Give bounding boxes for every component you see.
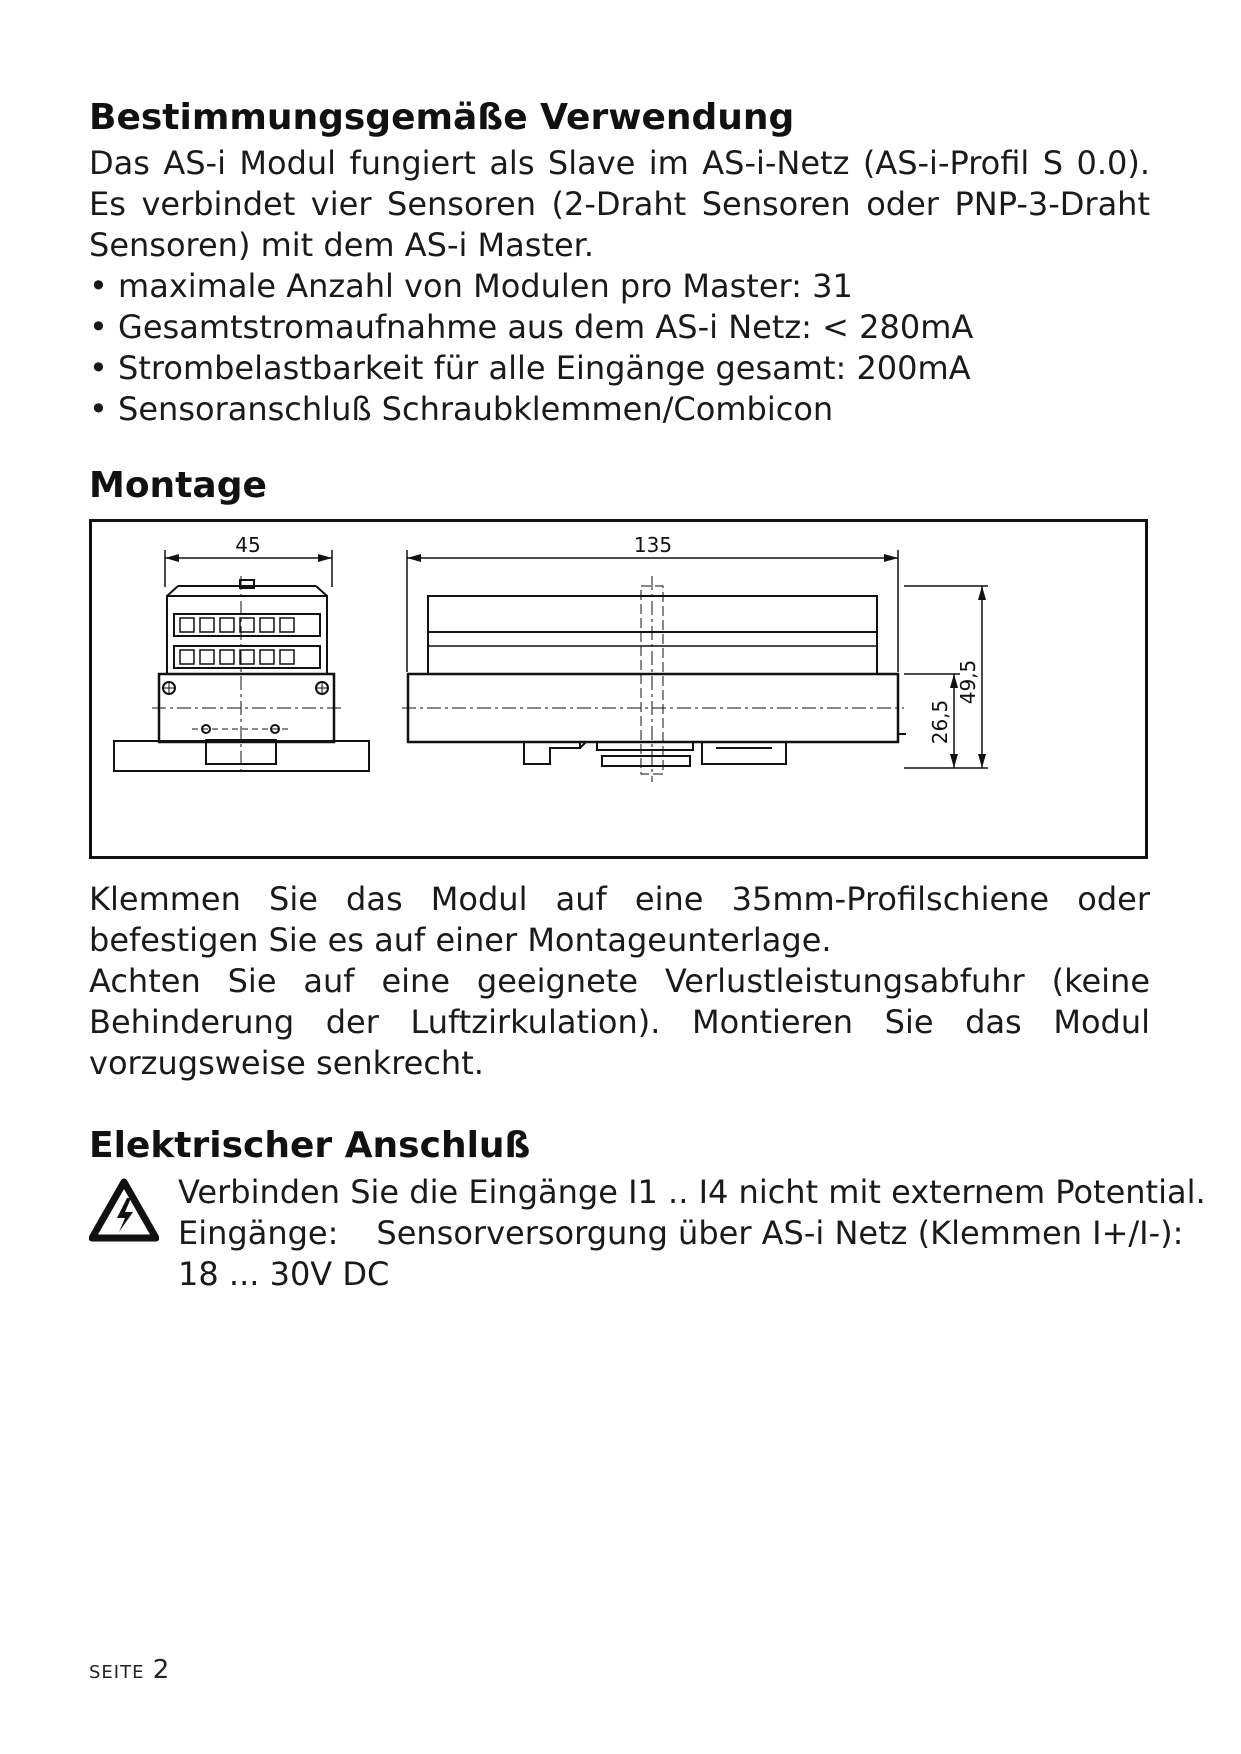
section-mounting [89,464,1150,1084]
section-electrical-connection [89,1124,1206,1294]
spec-item: • Strombelastbarkeit für alle Eingänge gesamt: 200mA [89,348,1150,389]
spec-item: • maximale Anzahl von Modulen pro Master: 31 [89,266,1150,307]
heading-mounting: Montage [89,465,267,507]
mounting-text-1: Klemmen Sie das Modul auf eine 35mm-Profilschiene oder befestigen Sie es auf einer Montageunterlage. [89,880,1150,960]
high-voltage-warning-icon [89,1178,159,1246]
inputs-value: Sensorversorgung über AS-i Netz (Klemmen I+/I-): [376,1213,1184,1252]
dim-width-label: 45 [235,533,261,558]
footer-label: SEITE [89,1662,145,1683]
mounting-drawing [89,519,1148,859]
spec-item: • Gesamtstromaufnahme aus dem AS-i Netz: < 280mA [89,307,1150,348]
dim-height-total-label: 49,5 [956,660,980,705]
spec-item: • Sensoranschluß Schraubklemmen/Combicon [89,389,1150,430]
heading-intended-use: Bestimmungsgemäße Verwendung [89,97,795,138]
heading-electrical-connection: Elektrischer Anschluß [89,1125,531,1167]
front-view-drawing [114,533,369,774]
page-footer [89,1655,169,1685]
mounting-text-2: Achten Sie auf eine geeignete Verlustleistungsabfuhr (keine Behinderung der Luftzirkulation). Montieren Sie das Modul vorzugsweise senkrecht. [89,962,1150,1083]
voltage-range: 18 ... 30V DC [178,1254,390,1293]
side-view-drawing [402,533,988,782]
spec-list [89,266,1150,430]
dim-length-label: 135 [633,533,673,558]
warning-block [89,1172,1206,1295]
intended-use-text: Das AS-i Modul fungiert als Slave im AS-i-Netz (AS-i-Profil S 0.0). Es verbindet vier Sensoren (2-Draht Sensoren oder PNP-3-Draht Sensoren) mit dem AS-i Master. [89,144,1150,265]
inputs-label: Eingänge: [178,1213,339,1252]
inputs-line [178,1213,1206,1254]
warning-line: Verbinden Sie die Eingänge I1 .. I4 nicht mit externem Potential. [178,1172,1206,1211]
section-intended-use [89,96,1150,430]
page-number: 2 [152,1655,170,1685]
dim-height-housing-label: 26,5 [928,700,952,745]
warning-text [178,1172,1206,1295]
page-content [89,96,1206,1295]
